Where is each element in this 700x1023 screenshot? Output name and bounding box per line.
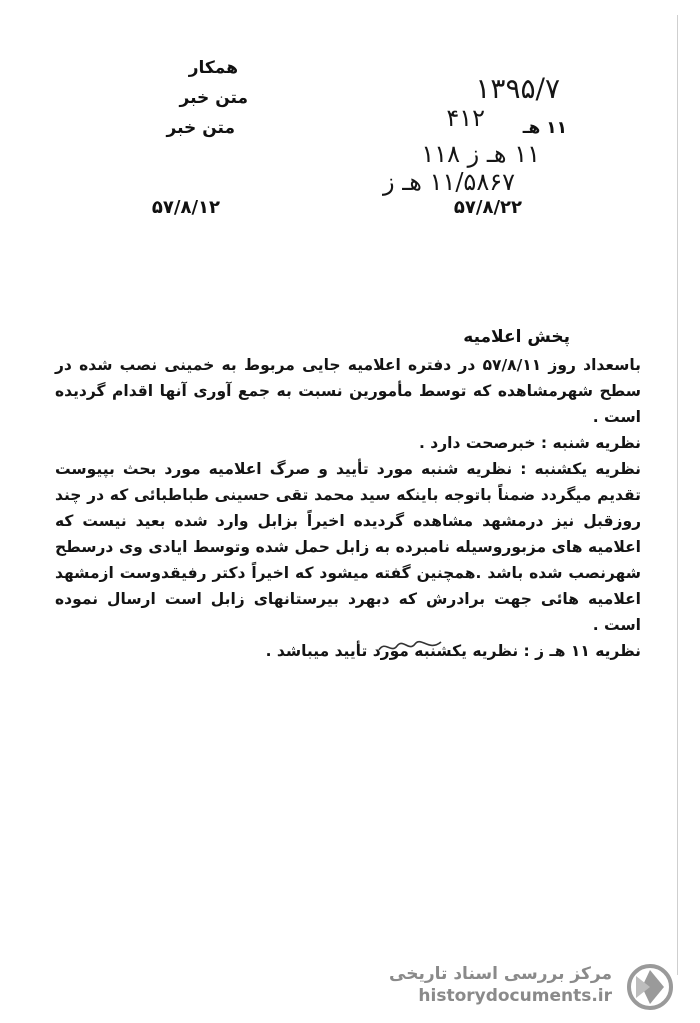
header-news-text-2: متن خبر (166, 118, 235, 138)
paragraph-saturday-opinion: نظریه شنبه : خبرصحت دارد . (419, 434, 641, 452)
document-title: پخش اعلامیه (463, 327, 570, 347)
handwritten-ref-number: ۴۱۲ (446, 104, 485, 132)
code-line-1: ۱۱ هـ (522, 118, 567, 138)
handwritten-top-number: ۱۳۹۵/۷ (475, 72, 560, 105)
handwritten-code-3: ۱۱/۵۸۶۷ هـ ز (383, 168, 515, 196)
paragraph-report: باسعداد روز ۵۷/۸/۱۱ در دفتره اعلامیه جایی مربوط به خمینی نصب شده در سطح شهرمشاهده که توسط مأمورین نسبت به جمع آوری آنها اقدام گردیده است . (55, 356, 641, 426)
handwritten-code-2: ۱۱ هـ ز ۱۱۸ (421, 140, 540, 168)
signature-mark (375, 632, 445, 660)
page-edge (677, 15, 678, 975)
archive-logo-icon (620, 962, 680, 1012)
date-right: ۵۷/۸/۱۲ (151, 197, 220, 218)
archive-name: مرکز بررسی اسناد تاریخی (389, 964, 612, 984)
archive-url[interactable]: historydocuments.ir (418, 986, 612, 1006)
header-colleague: همکار (188, 58, 238, 78)
header-news-text-1: متن خبر (179, 88, 248, 108)
date-left: ۵۷/۸/۲۲ (453, 197, 522, 218)
archive-footer (389, 962, 682, 1012)
paragraph-sunday-opinion: نظریه یکشنبه : نظریه شنبه مورد تأیید و صرگ اعلامیه مورد بحث بپیوست تقدیم میگردد ضمناً باتوجه باینکه سید محمد تقی حسینی طباطبائی که در چند روزقبل نیز درمشهد مشاهده گردیده اخیراً بزابل وارد شده بعید نیست که اعلامیه های مزبوروسیله نامبرده به زابل حمل شده وتوسط ایادی وی درسطح شهرنصب شده باشد .همچنین گفته میشود که اخیراً دکتر رفیقدوست ازمشهد اعلامیه هائی جهت برادرش که دبهرد بیرستانهای زابل است ارسال نموده است . (55, 460, 641, 634)
document-body (55, 352, 641, 664)
paragraph-final-opinion: نظریه ۱۱ هـ ز : نظریه یکشنبه مورد تأیید میباشد . (265, 642, 641, 660)
